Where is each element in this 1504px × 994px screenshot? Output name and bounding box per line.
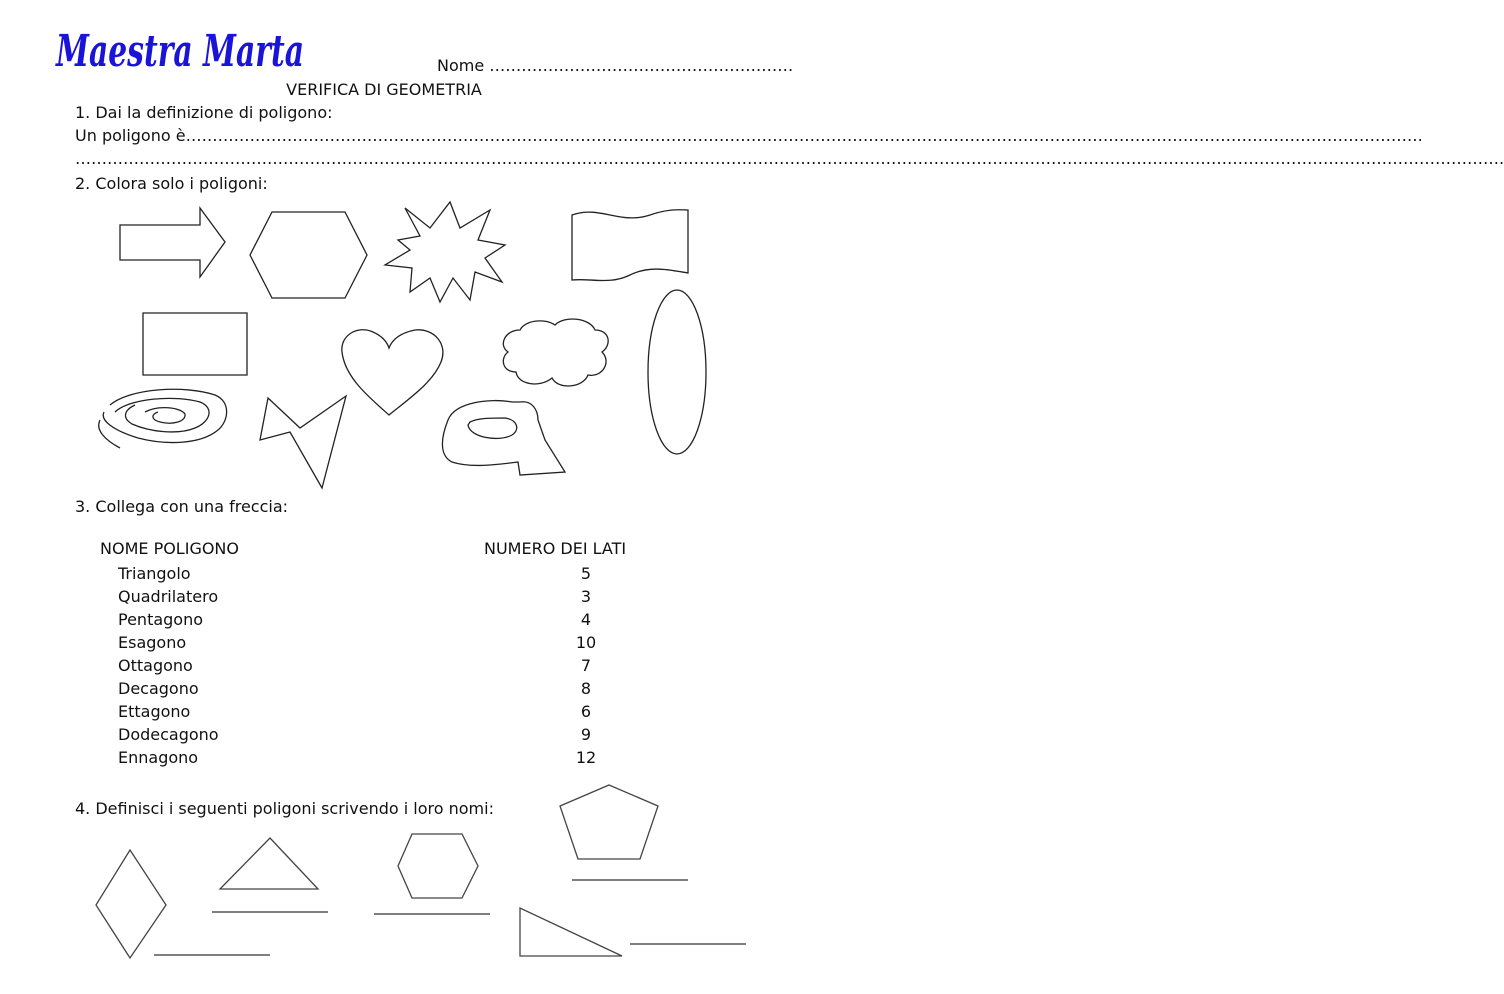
- maestra-marta-logo: [52, 14, 312, 80]
- shapes-to-color: [0, 195, 768, 495]
- answer-line-1[interactable]: Un poligono è…………………………………………………………………………………………………………………………………………………………………………………………………………….: [75, 126, 1423, 145]
- arrow-shape[interactable]: [120, 208, 225, 277]
- pentagon-shape: [560, 785, 658, 859]
- star-burst-shape[interactable]: [385, 202, 505, 302]
- page-title: VERIFICA DI GEOMETRIA: [286, 80, 482, 99]
- question-2: 2. Colora solo i poligoni:: [75, 174, 268, 193]
- list-item[interactable]: Esagono: [118, 633, 187, 652]
- question-3: 3. Collega con una freccia:: [75, 497, 289, 516]
- list-item[interactable]: Ottagono: [118, 656, 193, 675]
- rhombus-shape: [96, 850, 166, 958]
- sides-number-list: [566, 562, 606, 769]
- list-item[interactable]: 4: [580, 610, 592, 629]
- hexagon-shape[interactable]: [250, 212, 367, 298]
- right-triangle-shape: [520, 908, 622, 956]
- question-4: 4. Definisci i seguenti poligoni scrivendo i loro nomi:: [75, 799, 494, 818]
- list-item[interactable]: Ennagono: [118, 748, 199, 767]
- oval-shape[interactable]: [648, 290, 706, 454]
- list-item[interactable]: 8: [580, 679, 592, 698]
- sides-number-header: NUMERO DEI LATI: [484, 539, 627, 558]
- list-item[interactable]: 12: [575, 748, 597, 767]
- list-item[interactable]: Triangolo: [118, 564, 191, 583]
- list-item[interactable]: 10: [575, 633, 597, 652]
- list-item[interactable]: Pentagono: [118, 610, 204, 629]
- question-1: 1. Dai la definizione di poligono:: [75, 103, 333, 122]
- list-item[interactable]: Ettagono: [118, 702, 191, 721]
- list-item[interactable]: 3: [580, 587, 592, 606]
- list-item[interactable]: 5: [580, 564, 592, 583]
- triangle-shape: [220, 838, 318, 889]
- cloud-shape[interactable]: [503, 319, 608, 386]
- self-intersecting-shape[interactable]: [260, 396, 346, 488]
- polygon-name-list: [118, 562, 219, 769]
- spiral-shape[interactable]: [99, 389, 227, 448]
- wavy-flag-shape[interactable]: [572, 210, 688, 281]
- small-hexagon-shape: [398, 834, 478, 898]
- irregular-s-shape[interactable]: [442, 401, 565, 475]
- list-item[interactable]: Quadrilatero: [118, 587, 219, 606]
- list-item[interactable]: 6: [580, 702, 592, 721]
- list-item[interactable]: Dodecagono: [118, 725, 219, 744]
- answer-line-2[interactable]: …………………………………………………………………………………………………………………………………………………………………………………………………………………………………………….: [75, 149, 1504, 168]
- list-item[interactable]: 9: [580, 725, 592, 744]
- logo-text: Maestra Marta: [54, 26, 304, 77]
- name-field[interactable]: Nome …………………………………………………: [437, 56, 794, 75]
- list-item[interactable]: Decagono: [118, 679, 199, 698]
- list-item[interactable]: 7: [580, 656, 592, 675]
- rectangle-shape[interactable]: [143, 313, 247, 375]
- polygon-name-header: NOME POLIGONO: [100, 539, 239, 558]
- heart-shape[interactable]: [342, 330, 443, 415]
